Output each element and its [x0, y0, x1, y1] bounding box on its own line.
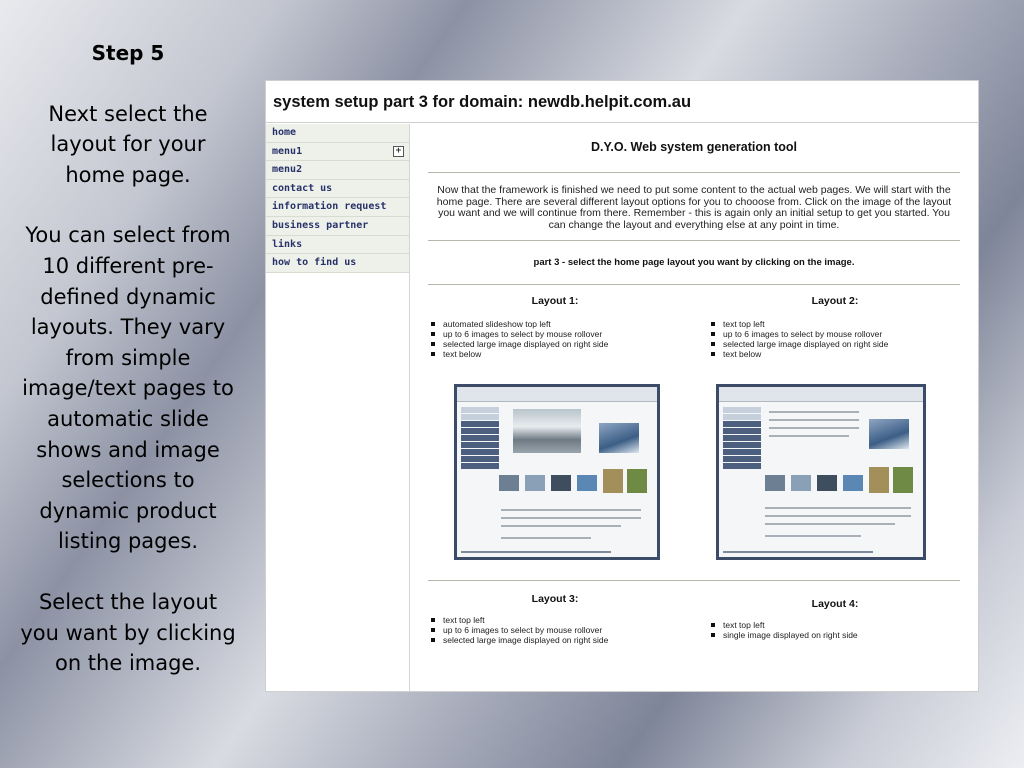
- list-item: selected large image displayed on right side: [710, 339, 960, 349]
- list-item: up to 6 images to select by mouse rollover: [710, 329, 960, 339]
- step-title: Step 5: [91, 41, 165, 65]
- nav-item-how-to-find-us[interactable]: how to find us: [266, 254, 409, 273]
- thumb-photo: [499, 475, 519, 491]
- instruction-paragraph-2: You can select from 10 different pre-defined dynamic layouts. They vary from simple image/text pages to automatic slide shows and image selections to dynamic product listing pages.: [22, 223, 234, 554]
- thumb-photo: [765, 475, 785, 491]
- layout-4-option: [710, 598, 960, 640]
- divider: [428, 240, 960, 241]
- sidebar-nav: [266, 124, 409, 273]
- divider: [428, 580, 960, 581]
- layout-3-title: Layout 3:: [531, 593, 579, 605]
- layout-1-option: [430, 295, 680, 359]
- thumb-photo: [791, 475, 811, 491]
- layout-3-features: [430, 615, 680, 645]
- thumb-photo: [525, 475, 545, 491]
- nav-item-business-partner[interactable]: business partner: [266, 217, 409, 236]
- layout-4-title: Layout 4:: [811, 598, 859, 610]
- layout-2-title: Layout 2:: [811, 295, 859, 307]
- list-item: up to 6 images to select by mouse rollover: [430, 625, 680, 635]
- tool-title: D.Y.O. Web system generation tool: [590, 140, 798, 154]
- nav-item-menu2[interactable]: menu2: [266, 161, 409, 180]
- list-item: up to 6 images to select by mouse rollover: [430, 329, 680, 339]
- thumb-photo: [843, 475, 863, 491]
- setup-screenshot: [265, 80, 979, 692]
- nav-item-home[interactable]: home: [266, 124, 409, 143]
- thumb-photo: [551, 475, 571, 491]
- nav-item-links[interactable]: links: [266, 236, 409, 255]
- list-item: text top left: [710, 319, 960, 329]
- nav-item-menu1[interactable]: menu1 +: [266, 143, 409, 162]
- part3-instruction: part 3 - select the home page layout you want by clicking on the image.: [533, 257, 855, 268]
- main-content: [410, 124, 978, 685]
- thumb-photo: [869, 467, 889, 493]
- thumb-photo: [577, 475, 597, 491]
- list-item: text below: [710, 349, 960, 359]
- nav-item-information-request[interactable]: information request: [266, 198, 409, 217]
- page-title: system setup part 3 for domain: newdb.helpit.com.au: [266, 81, 978, 123]
- list-item: single image displayed on right side: [710, 630, 960, 640]
- layout-3-option: [430, 593, 680, 645]
- nav-item-contact-us[interactable]: contact us: [266, 180, 409, 199]
- sailboat-photo: [513, 409, 581, 453]
- instruction-paragraph-1: Next select the layout for your home page.: [48, 101, 208, 187]
- thumb-photo: [627, 469, 647, 493]
- sailing-photo: [599, 423, 639, 453]
- layout-2-features: [710, 319, 960, 359]
- layout-2-thumbnail[interactable]: [716, 384, 926, 560]
- layout-1-title: Layout 1:: [531, 295, 579, 307]
- list-item: text top left: [430, 615, 680, 625]
- expand-plus-icon[interactable]: +: [393, 146, 404, 157]
- thumb-photo: [893, 467, 913, 493]
- layout-options: [410, 285, 978, 685]
- list-item: selected large image displayed on right side: [430, 635, 680, 645]
- list-item: text below: [430, 349, 680, 359]
- divider: [428, 172, 960, 173]
- list-item: text top left: [710, 620, 960, 630]
- layout-1-thumbnail[interactable]: [454, 384, 660, 560]
- slide-text-panel: [18, 38, 238, 709]
- sailing-photo: [869, 419, 909, 449]
- list-item: selected large image displayed on right side: [430, 339, 680, 349]
- intro-text: Now that the framework is finished we need to put some content to the actual web pages. We will start with the home page. There are several different layout options for you to chooose from. Click on the image of the layout you want and we will continue from there. Remember - this is again only an initial setup to get you started. You can change the layout and everything else at any point in time.: [436, 184, 952, 231]
- thumb-photo: [817, 475, 837, 491]
- thumb-photo: [603, 469, 623, 493]
- instruction-paragraph-3: Select the layout you want by clicking on the image.: [20, 589, 236, 676]
- list-item: automated slideshow top left: [430, 319, 680, 329]
- layout-2-option: [710, 295, 960, 359]
- layout-1-features: [430, 319, 680, 359]
- layout-4-features: [710, 620, 960, 640]
